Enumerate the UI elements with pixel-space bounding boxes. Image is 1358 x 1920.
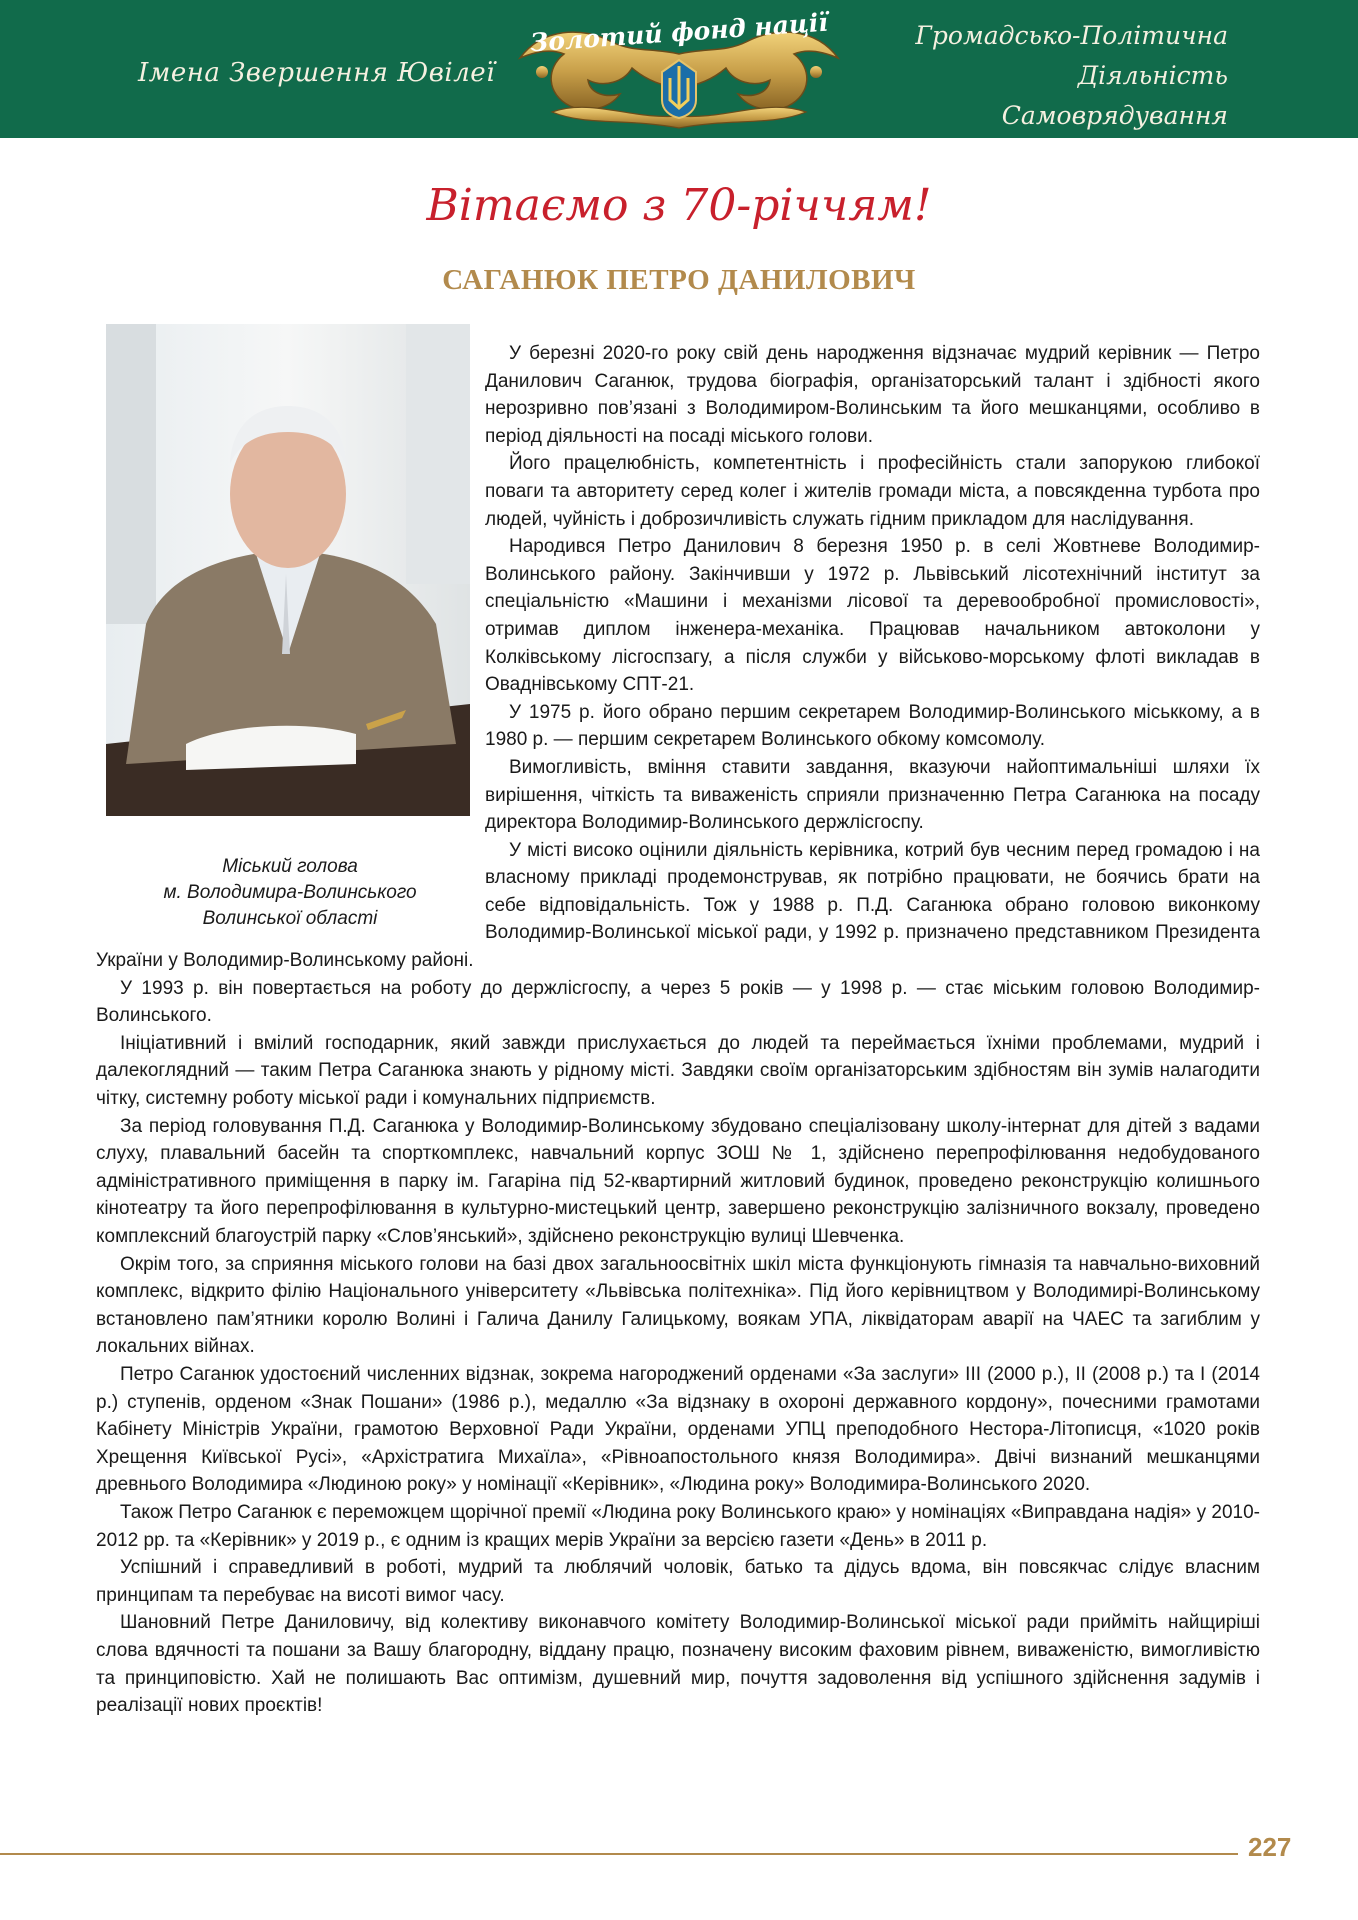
greeting-title: Вітаємо з 70-річчям! xyxy=(426,180,932,231)
paragraph: У 1975 р. його обрано першим секретарем Володимир-Волинського міськкому, а в 1980 р. — першим секретарем Волинського обкому комсомолу. xyxy=(485,701,1260,751)
person-name: САГАНЮК ПЕТРО ДАНИЛОВИЧ xyxy=(442,264,916,296)
paragraph: У 1993 р. він повертається на роботу до держлісгоспу, а через 5 років — у 1998 р. — стає міським головою Володимир-Волинського. xyxy=(96,977,1260,1027)
golden-fund-emblem xyxy=(512,8,846,134)
emblem-title: Золотий фонд нації xyxy=(529,7,829,58)
paragraph: Ініціативний і вмілий господарник, який завжди прислухається до людей та переймається їхніми проблемами, мудрий і далекоглядний — таким Петра Саганюка знають у рідному місті. Завдяки своїм організаторським здібностям він зумів налагодити чітку, системну роботу міської ради і комунальних підприємств. xyxy=(96,1032,1260,1110)
header-right-line: Громадсько-Політична xyxy=(915,21,1228,50)
article-body xyxy=(96,340,1260,1720)
paragraph: За період головування П.Д. Саганюка у Володимир-Волинському збудовано спеціалізовану школу-інтернат для дітей з вадами слуху, плавальний басейн та спорткомплекс, навчальний корпус ЗОШ № 1, здійснено перепрофілювання недобудованого адміністративного приміщення в парку ім. Гагаріна під 52-квартирний житловий будинок, проведено реконструкцію колишнього кінотеатру та його перепрофілювання в культурно-мистецький центр, завершено реконструкцію залізничного вокзалу, проведено комплексний благоустрій парку «Слов’янський», здійснено реконструкцію вулиці Шевченка. xyxy=(96,1115,1260,1247)
photo-spacer xyxy=(96,340,485,924)
page-header xyxy=(0,0,1358,138)
paragraph: Успішний і справедливий в роботі, мудрий та люблячий чоловік, батько та дідусь вдома, він повсякчас слідує власним принципам та перебуває на висоті вимог часу. xyxy=(96,1557,1260,1606)
caption-line: Міський голова xyxy=(222,856,358,877)
paragraph: Народився Петро Данилович 8 березня 1950 р. в селі Жовтневе Володимир-Волинського району. Закінчивши у 1972 р. Львівський лісотехнічний інститут за спеціальністю «Машини і механізми лісової та деревообробної промисловості», отримав диплом інженера-механіка. Працював начальником автоколони у Колківському лісгоспзагу, а після служби у військово-морському флоті викладав в Оваднівському СПТ-21. xyxy=(485,536,1260,696)
header-left-text: Імена Звершення Ювілеї xyxy=(138,58,495,88)
header-right-line: Самоврядування xyxy=(1001,101,1228,130)
page-number: 227 xyxy=(1248,1832,1292,1862)
paragraph: Також Петро Саганюк є переможцем щорічної премії «Людина року Волинського краю» у номінаціях «Виправдана надія» у 2010-2012 рр. та «Керівник» у 2019 р., є одним із кращих мерів України за версією газети «День» в 2011 р. xyxy=(96,1501,1260,1551)
paragraph: Окрім того, за сприяння міського голови на базі двох загальноосвітніх шкіл міста функціонують гімназія та навчально-виховний комплекс, відкрито філію Національного університету «Львівська політехніка». Під його керівництвом у Володимирі-Волинському встановлено пам’ятники королю Волині і Галича Данилу Галицькому, воякам УПА, ліквідаторам аварії на ЧАЕС та загиблим у локальних війнах. xyxy=(96,1253,1260,1358)
paragraph: Петро Саганюк удостоєний численних відзнак, зокрема нагороджений орденами «За заслуги» ІІІ (2000 р.), ІІ (2008 р.) та І (2014 р.) ступенів, орденом «Знак Пошани» (1986 р.), медаллю «За відзнаку в охороні державного кордону», почесними грамотами Кабінету Міністрів України, грамотою Верховної Ради України, орденами УПЦ преподобного Нестора-Літописця, «1020 років Хрещення Київської Русі», «Архістратига Михаїла», «Рівноапостольного князя Володимира». Двічі визнаний мешканцями древнього Володимира «Людиною року» у номінації «Керівник», «Людина року» Володимира-Волинського 2020. xyxy=(96,1363,1260,1496)
header-right-block xyxy=(915,16,1228,136)
paragraph: Вимогливість, вміння ставити завдання, вказуючи найоптимальніші шляхи їх вирішення, чіткість та виваженість сприяли призначенню Петра Саганюка на посаду директора Володимир-Волинського держлісгоспу. xyxy=(485,756,1260,834)
caption-line: Волинської області xyxy=(202,908,378,929)
footer-divider xyxy=(0,1853,1238,1855)
paragraph: Шановний Петре Даниловичу, від колективу виконавчого комітету Володимир-Волинської міської ради прийміть найщиріші слова вдячності та пошани за Вашу благородну, віддану працю, позначену високим фаховим рівнем, виваженістю, вимогливістю та принциповістю. Хай не полишають Вас оптимізм, душевний мир, почуття задоволення від успішного здійснення задумів і реалізації нових проєктів! xyxy=(96,1612,1260,1717)
caption-line: м. Володимира-Волинського xyxy=(163,882,417,903)
paragraph: У місті високо оцінили діяльність керівника, котрий був чесним перед громадою і на власному прикладі продемонстрував, як потрібно працювати, не боячись брати на себе відповідальність. Тож у 1988 р. П.Д. Саганюка обрано головою виконкому Володимир-Волинської міської ради, у 1992 р. призначено представником Президента України у Володимир-Волинському районі. xyxy=(96,839,1260,972)
header-right-line: Діяльність xyxy=(1077,61,1228,90)
paragraph: У березні 2020-го року свій день народження відзначає мудрий керівник — Петро Данилович Саганюк, трудова біографія, організаторський талант і здібності якого нерозривно пов’язані з Володимиром-Волинським та його мешканцями, особливо в період діяльності на посаді міського голови. xyxy=(485,343,1260,447)
paragraph: Його працелюбність, компетентність і професійність стали запорукою глибокої поваги та авторитету серед колег і жителів громади міста, а повсякденна турбота про людей, чуйність і доброзичливість служать гідним прикладом для наслідування. xyxy=(485,453,1260,530)
